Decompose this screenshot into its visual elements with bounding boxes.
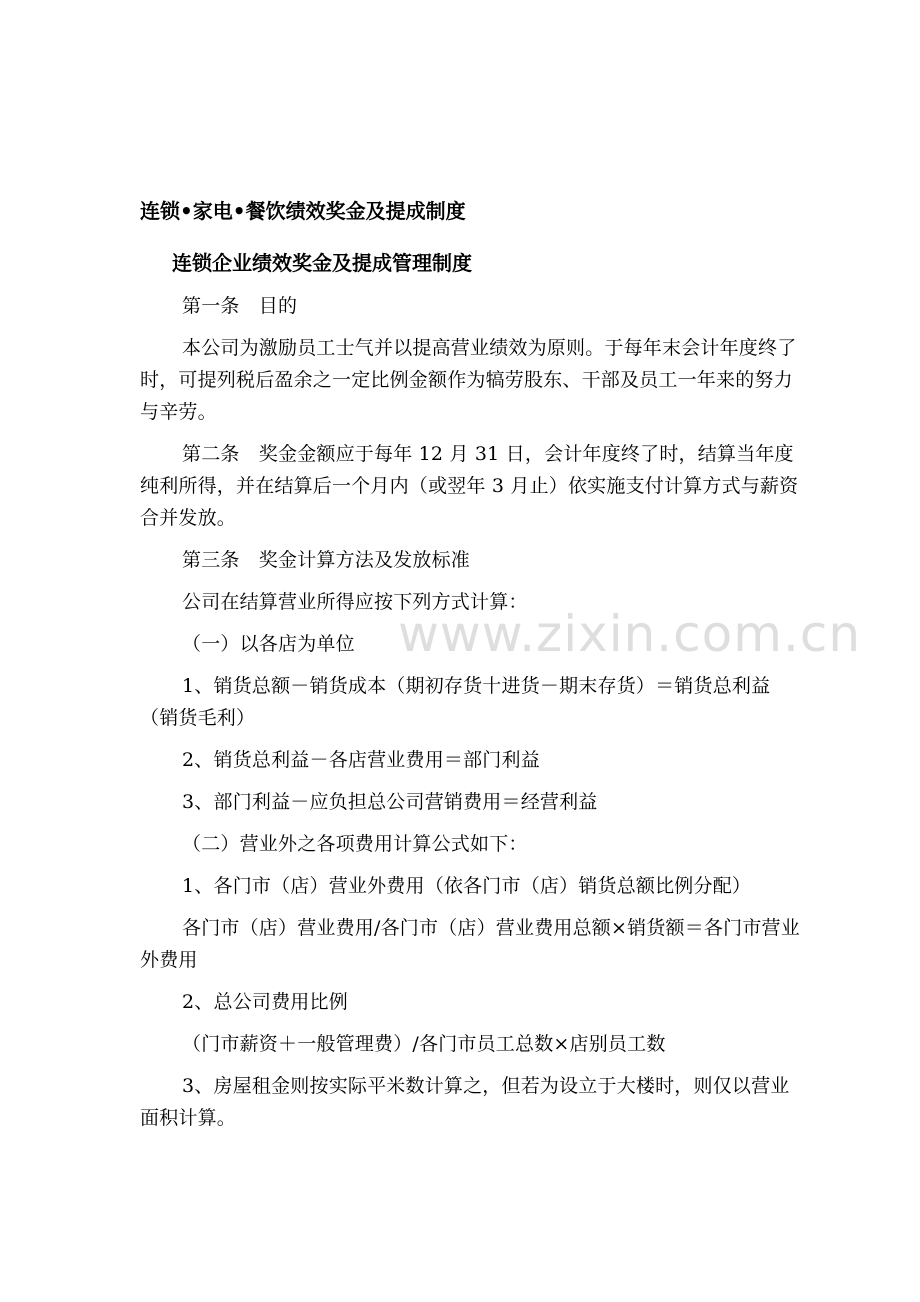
article-1-heading: 第一条 目的 [182, 295, 298, 317]
formula-2: 2、销货总利益－各店营业费用＝部门利益 [182, 749, 540, 771]
expense-item-2: 2、总公司费用比例 [182, 991, 348, 1013]
expense-formula-2: （门市薪资＋一般管理费）/各门市员工总数×店别员工数 [182, 1033, 666, 1055]
document-subtitle: 连锁企业绩效奖金及提成管理制度 [172, 251, 472, 275]
article-1-body: 本公司为激励员工士气并以提高营业绩效为原则。于每年末会计年度终了时，可提列税后盈余之一定比例金额作为犒劳股东、干部及员工一年来的努力与辛劳。 [140, 337, 797, 423]
expense-formula-1: 各门市（店）营业费用/各门市（店）营业费用总额×销货额＝各门市营业外费用 [140, 917, 800, 971]
formula-3: 3、部门利益－应负担总公司营销费用＝经营利益 [182, 791, 598, 813]
article-3-heading: 第三条 奖金计算方法及发放标准 [182, 549, 471, 571]
section-2-heading: （二）营业外之各项费用计算公式如下： [182, 833, 528, 855]
calculation-intro: 公司在结算营业所得应按下列方式计算： [182, 591, 528, 613]
section-1-heading: （一）以各店为单位 [182, 633, 355, 655]
formula-1: 1、销货总额－销货成本（期初存货十进货－期末存货）＝销货总利益（销货毛利） [140, 675, 771, 729]
article-2-body: 第二条 奖金金额应于每年 12 月 31 日，会计年度终了时，结算当年度纯利所得，并在结算后一个月内（或翌年 3 月止）依实施支付计算方式与薪资合并发放。 [140, 443, 799, 529]
site-watermark: www.zixin.com.cn [398, 605, 862, 663]
expense-item-3: 3、房屋租金则按实际平米数计算之，但若为设立于大楼时，则仅以营业面积计算。 [140, 1075, 790, 1129]
expense-item-1: 1、各门市（店）营业外费用（依各门市（店）销货总额比例分配） [182, 875, 752, 897]
document-page [140, 196, 806, 1144]
document-title: 连锁•家电•餐饮绩效奖金及提成制度 [140, 199, 466, 223]
